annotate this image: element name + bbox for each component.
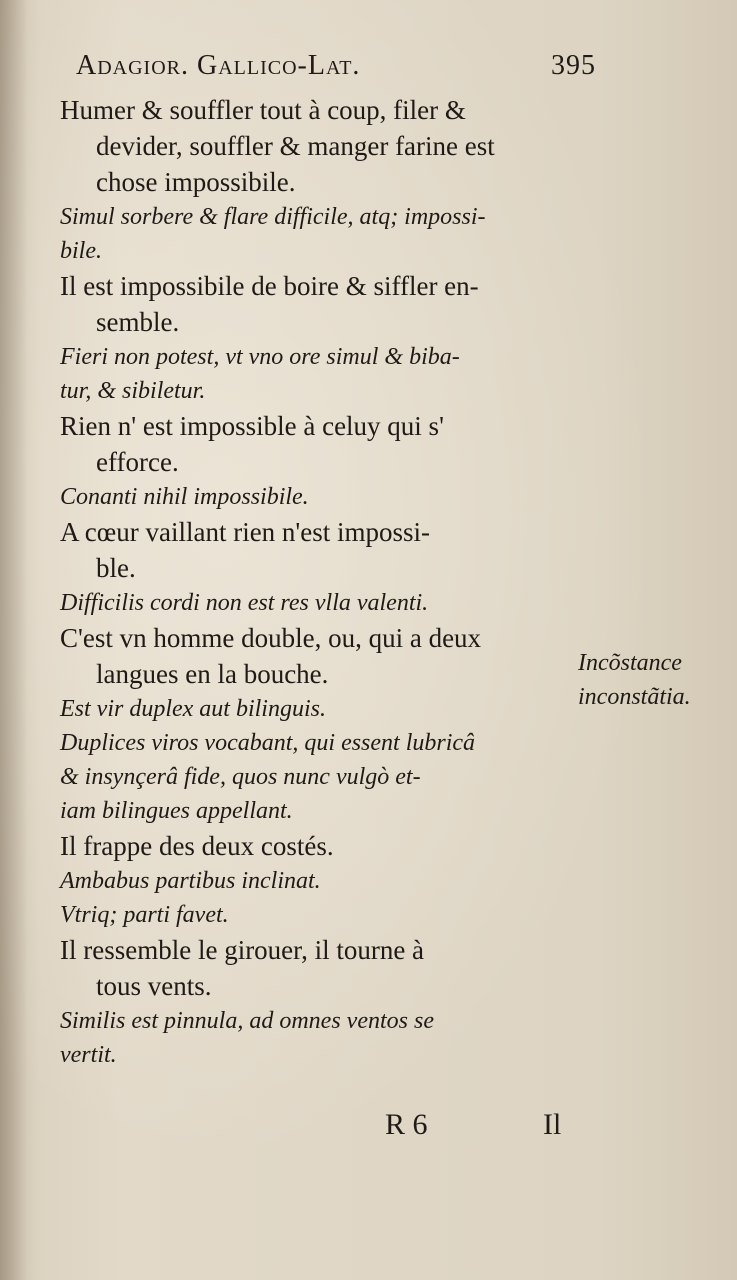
running-header	[76, 50, 596, 86]
latin-proverb-line: & insynçerâ fide, quos nunc vulgò et-	[60, 764, 421, 790]
latin-proverb-line: Vtriq; parti favet.	[60, 902, 229, 928]
latin-proverb-line: Conanti nihil impossibile.	[60, 484, 309, 510]
latin-proverb-line: Simul sorbere & flare difficile, atq; impossi-	[60, 204, 486, 230]
french-proverb-line: ble.	[96, 553, 136, 583]
french-proverb-line: efforce.	[96, 447, 179, 477]
margin-note	[578, 646, 728, 714]
latin-proverb-line: Similis est pinnula, ad omnes ventos se	[60, 1008, 434, 1034]
page-number: 395	[551, 50, 596, 81]
margin-note-line-2: inconstãtia.	[578, 684, 691, 710]
french-proverb-line: Il est impossibile de boire & siffler en-	[60, 271, 479, 301]
french-proverb-line: Il ressemble le girouer, il tourne à	[60, 935, 425, 965]
french-proverb-line: chose impossibile.	[96, 167, 296, 197]
french-proverb-line: C'est vn homme double, ou, qui a deux	[60, 623, 482, 653]
french-proverb-line: tous vents.	[96, 971, 212, 1001]
latin-proverb-line: Fieri non potest, vt vno ore simul & biba-	[60, 344, 460, 370]
running-title: Adagior. Gallico-Lat.	[76, 50, 361, 81]
page-footer	[385, 1108, 585, 1148]
french-proverb-line: Il frappe des deux costés.	[60, 831, 334, 861]
gutter-shadow	[0, 0, 28, 1280]
latin-proverb-line: tur, & sibiletur.	[60, 378, 206, 404]
french-proverb-line: A cœur vaillant rien n'est impossi-	[60, 517, 431, 547]
catchword: Il	[543, 1108, 562, 1141]
latin-proverb-line: vertit.	[60, 1042, 117, 1068]
signature-mark: R 6	[385, 1108, 428, 1141]
text-block	[60, 92, 580, 1072]
french-proverb-line: devider, souffler & manger farine est	[96, 131, 495, 161]
french-proverb-line: Rien n' est impossible à celuy qui s'	[60, 411, 444, 441]
latin-proverb-line: iam bilingues appellant.	[60, 798, 293, 824]
latin-proverb-line: bile.	[60, 238, 102, 264]
french-proverb-line: semble.	[96, 307, 180, 337]
french-proverb-line: langues en la bouche.	[96, 659, 329, 689]
latin-proverb-line: Difficilis cordi non est res vlla valenti.	[60, 590, 429, 616]
latin-proverb-line: Est vir duplex aut bilinguis.	[60, 696, 326, 722]
french-proverb-line: Humer & souffler tout à coup, filer &	[60, 95, 466, 125]
latin-proverb-line: Duplices viros vocabant, qui essent lubricâ	[60, 730, 476, 756]
latin-proverb-line: Ambabus partibus inclinat.	[60, 868, 321, 894]
margin-note-line-1: Incõstance	[578, 650, 682, 676]
